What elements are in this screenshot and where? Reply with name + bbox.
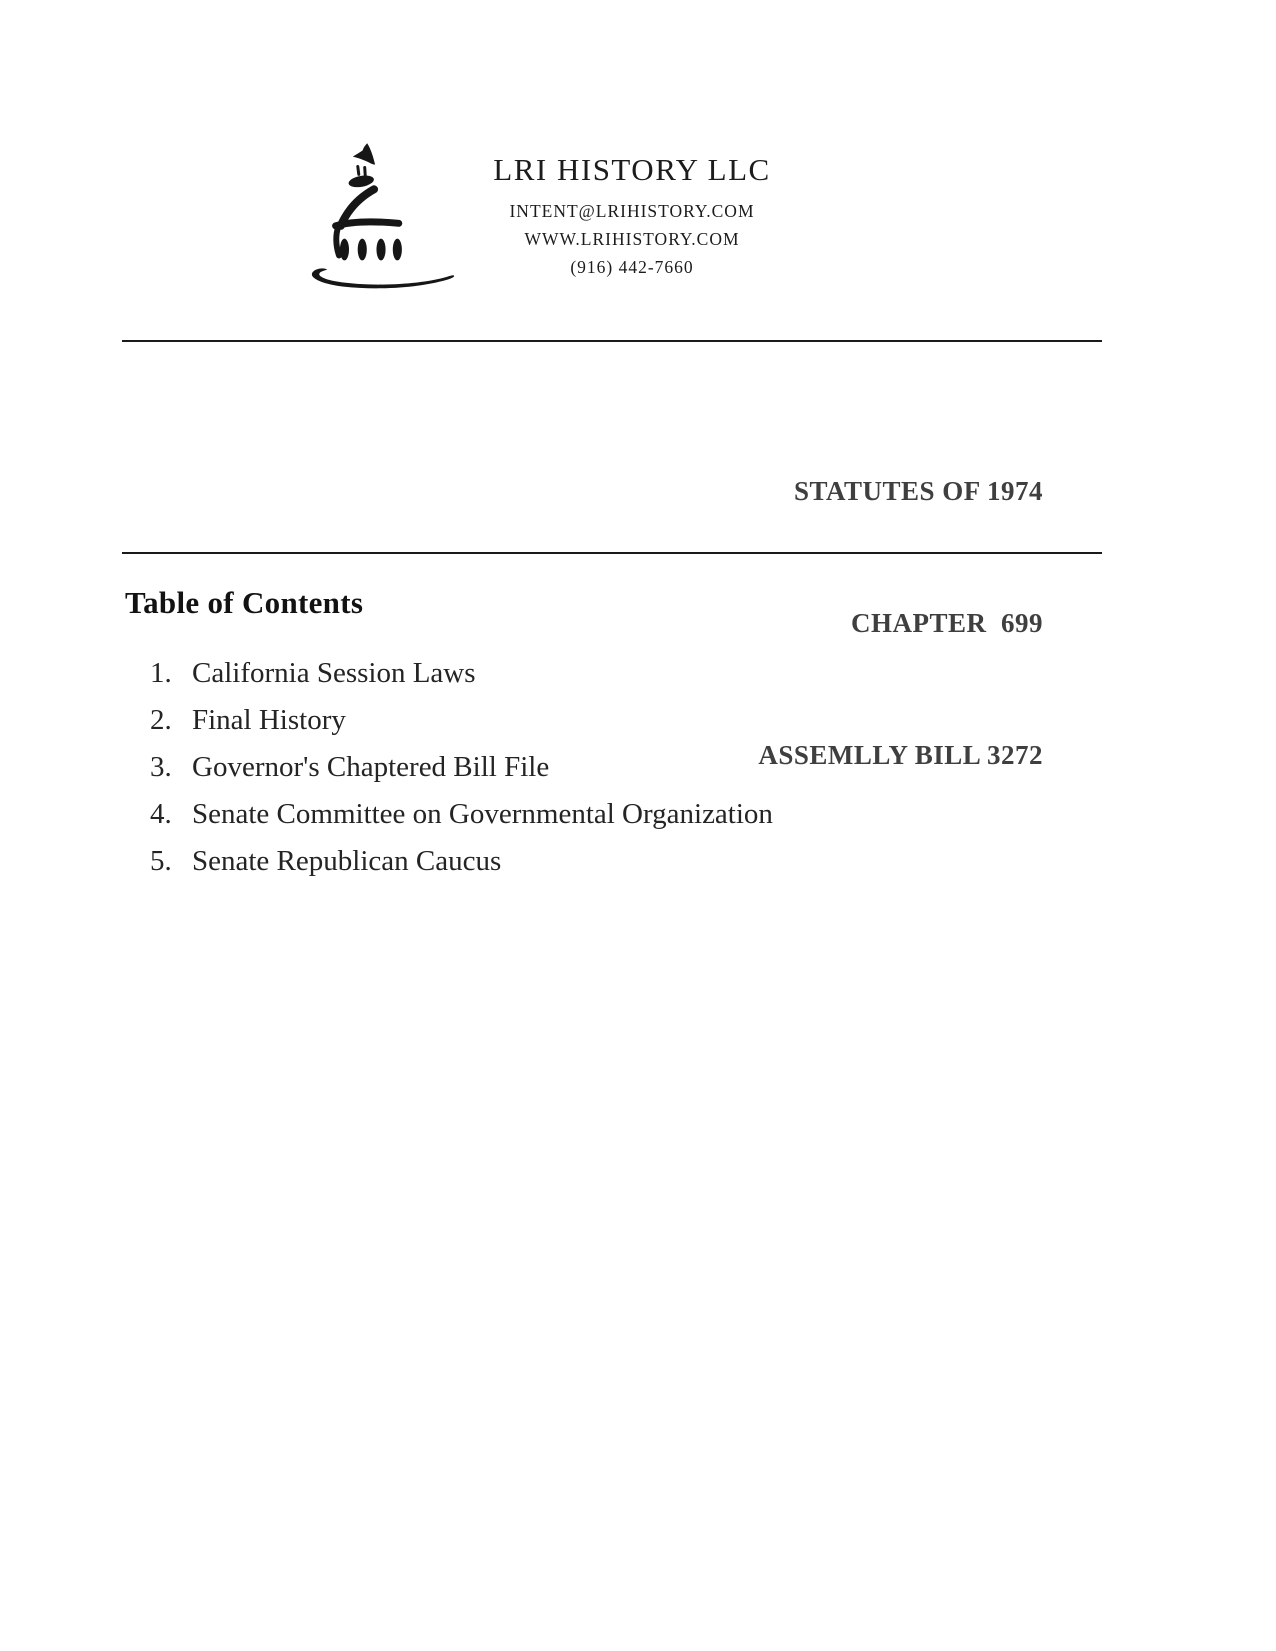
- letterhead: [442, 150, 822, 281]
- toc-item: [150, 744, 773, 791]
- toc-item-label: Governor's Chaptered Bill File: [192, 751, 550, 783]
- statutes-line: STATUTES OF 1974: [793, 476, 1043, 506]
- company-email: INTENT@LRIHISTORY.COM: [509, 201, 755, 221]
- company-website: WWW.LRIHISTORY.COM: [524, 229, 740, 249]
- toc-item-number: 4.: [150, 798, 172, 830]
- divider-bottom: [122, 552, 1102, 554]
- toc-item-label: Senate Committee on Governmental Organization: [192, 798, 773, 830]
- toc-item: [150, 650, 773, 697]
- toc-item-label: Final History: [192, 704, 346, 736]
- company-name: LRI HISTORY LLC: [493, 152, 771, 187]
- assembly-bill-line: ASSEMLLY BILL 3272: [758, 740, 1043, 770]
- chapter-line: CHAPTER 699: [850, 608, 1043, 638]
- toc-item-number: 1.: [150, 657, 172, 689]
- toc-item-label: California Session Laws: [192, 657, 476, 689]
- toc-list: [150, 650, 773, 885]
- toc-item: [150, 791, 773, 838]
- toc-item-number: 3.: [150, 751, 172, 783]
- company-phone: (916) 442-7660: [570, 257, 694, 277]
- toc-title: Table of Contents: [125, 585, 364, 620]
- toc-item-number: 5.: [150, 845, 172, 877]
- toc-item: [150, 697, 773, 744]
- toc-item-label: Senate Republican Caucus: [192, 845, 502, 877]
- divider-top: [122, 340, 1102, 342]
- bill-reference-block: [758, 381, 1043, 865]
- toc-item-number: 2.: [150, 704, 172, 736]
- toc-item: [150, 838, 773, 885]
